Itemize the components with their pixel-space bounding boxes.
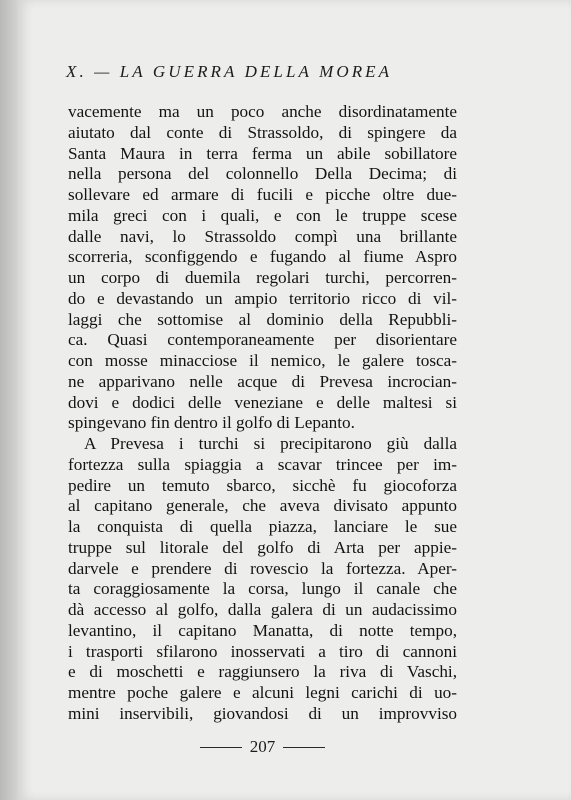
- text-line: con mosse minacciose il nemico, le galere tosca-: [68, 351, 457, 370]
- text-line: sollevare ed armare di fucili e picche oltre due-: [68, 185, 457, 204]
- text-line: laggi che sottomise al dominio della Repubbli-: [68, 309, 457, 329]
- paragraph: [68, 102, 457, 434]
- page-number: 207: [249, 737, 276, 756]
- book-gutter: [0, 0, 18, 800]
- text-line: mila greci con i quali, e con le truppe scese: [68, 205, 457, 225]
- text-line: ca. Quasi contemporaneamente per disorientare: [68, 330, 457, 350]
- text-line: dalle navi, lo Strassoldo compì una brillante: [68, 226, 457, 246]
- paragraph: [68, 434, 457, 725]
- text-line: dovi e dodici delle veneziane e delle maltesi si: [68, 392, 457, 412]
- text-line: Santa Maura in terra ferma un abile sobillatore: [68, 143, 457, 163]
- text-line: al capitano generale, che aveva divisato appunto: [68, 496, 457, 516]
- text-line: pedire un temuto sbarco, sicchè fu giocoforza: [68, 475, 457, 495]
- running-head: X. — LA GUERRA DELLA MOREA: [66, 62, 393, 81]
- text-line: aiutato dal conte di Strassoldo, di spingere da: [68, 122, 457, 142]
- text-line: nella persona del colonnello Della Decima; di: [68, 164, 457, 184]
- text-line: levantino, il capitano Manatta, di notte tempo,: [68, 620, 457, 640]
- text-line: spingevano fin dentro il golfo di Lepanto.: [68, 413, 355, 433]
- text-line: vacemente ma un poco anche disordinatamente: [68, 102, 457, 121]
- text-line: ta coraggiosamente la corsa, lungo il canale che: [68, 579, 457, 599]
- text-line: un corpo di duemila regolari turchi, percorren-: [68, 268, 457, 287]
- text-line: e di moschetti e raggiunsero la riva di Vaschi,: [68, 662, 457, 682]
- text-line: scorreria, sconfiggendo e fugando al fiume Aspro: [68, 247, 457, 267]
- folio-rule-left: [200, 747, 242, 748]
- text-line: fortezza sulla spiaggia a scavar trincee per im-: [68, 454, 457, 474]
- page-footer: [195, 736, 330, 758]
- text-line: ne apparivano nelle acque di Prevesa incrocian-: [68, 371, 457, 391]
- text-line: mini inservibili, giovandosi di un improvviso: [68, 703, 457, 723]
- folio-rule-right: [283, 747, 325, 748]
- text-line: do e devastando un ampio territorio ricco di vil-: [68, 288, 457, 308]
- text-line: A Prevesa i turchi si precipitarono giù dalla: [84, 434, 457, 453]
- text-line: mentre poche galere e alcuni legni carichi di uo-: [68, 683, 457, 702]
- body-text: [68, 102, 457, 725]
- text-line: la conquista di quella piazza, lanciare le sue: [68, 517, 457, 536]
- text-line: truppe sul litorale del golfo di Arta per appie-: [68, 537, 457, 557]
- text-line: darvele e prendere di rovescio la fortezza. Aper-: [68, 558, 457, 578]
- text-line: dà accesso al golfo, dalla galera di un audacissimo: [68, 600, 457, 619]
- text-line: i trasporti sfilarono inosservati a tiro di cannoni: [68, 641, 457, 661]
